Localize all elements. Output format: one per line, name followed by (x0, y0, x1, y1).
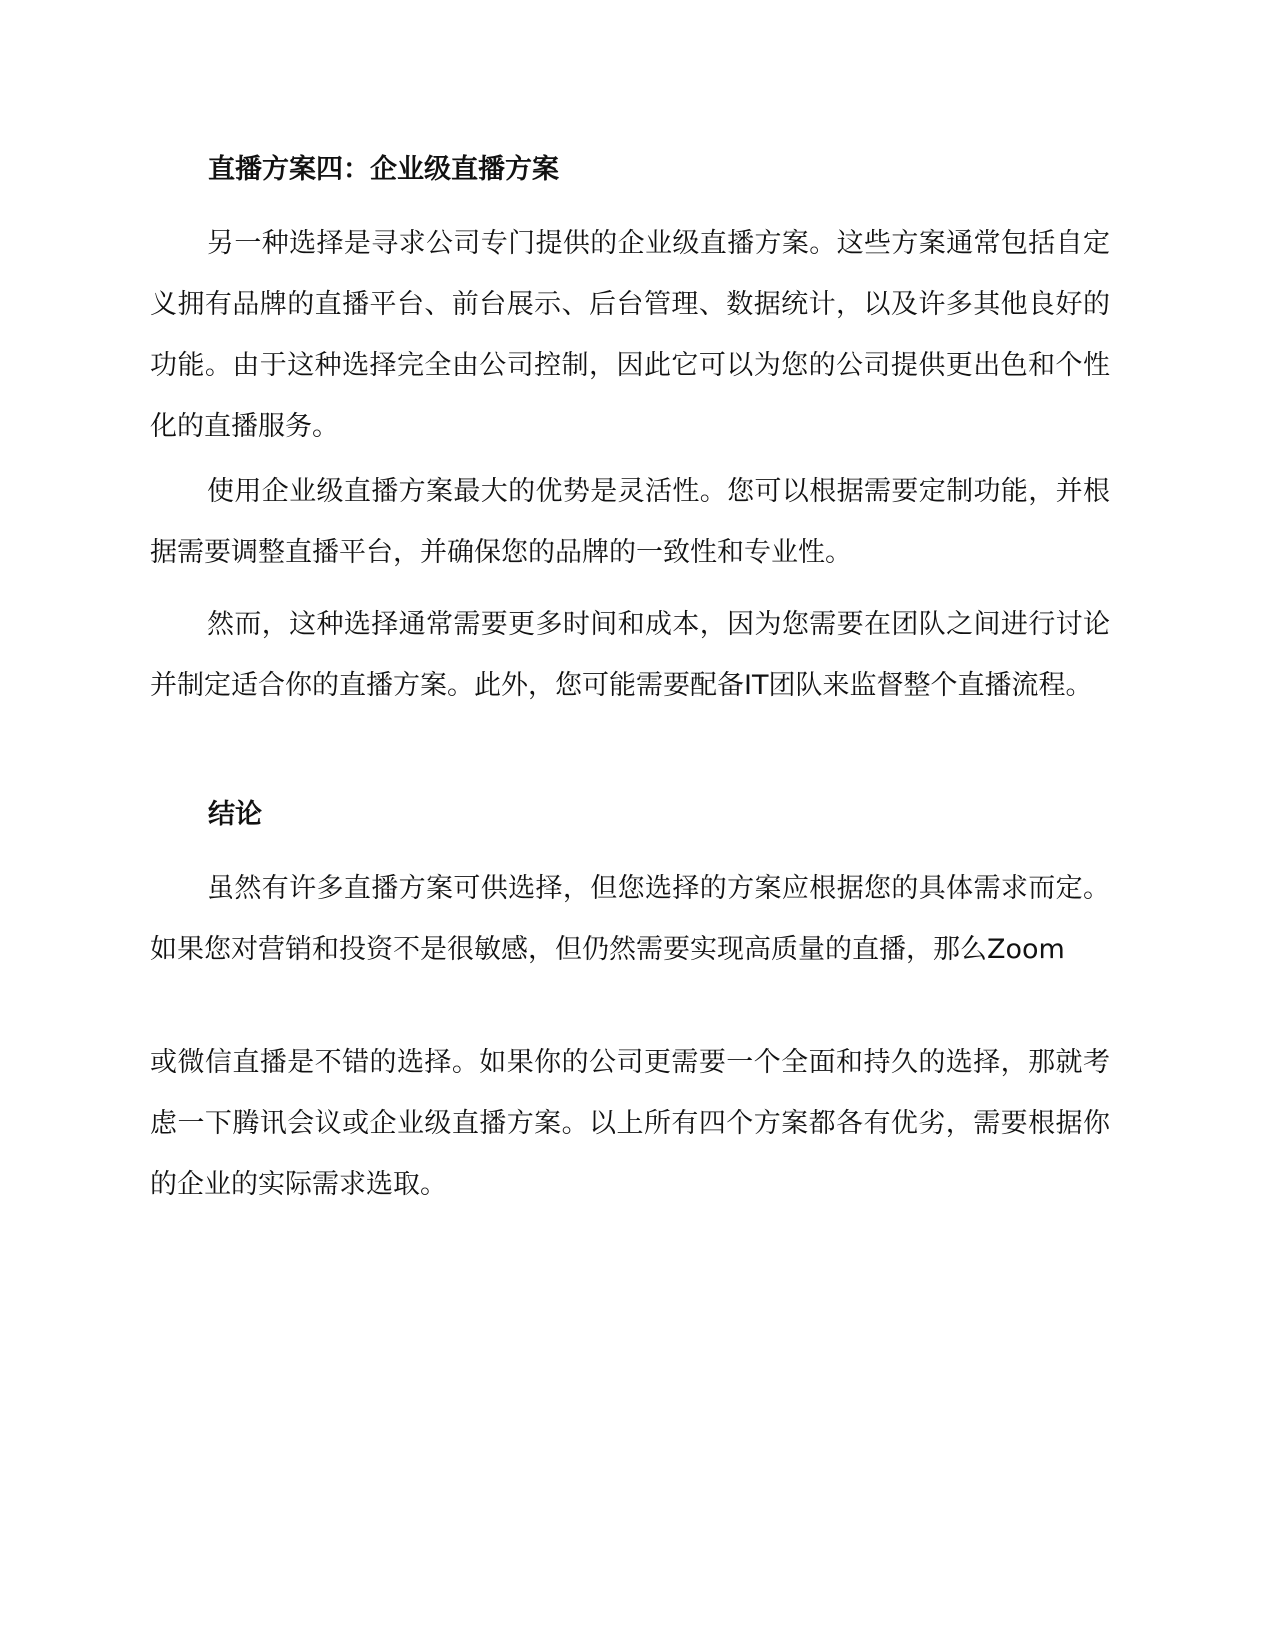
paragraph-enterprise-cost: 然而，这种选择通常需要更多时间和成本，因为您需要在团队之间进行讨论并制定适合你的直播方案。此外，您可能需要配备IT团队来监督整个直播流程。 (150, 609, 1110, 701)
conclusion-heading: 结论 (208, 799, 262, 830)
paragraph-conclusion-part2: 或微信直播是不错的选择。如果你的公司更需要一个全面和持久的选择，那就考虑一下腾讯会议或企业级直播方案。以上所有四个方案都各有优劣，需要根据你的企业的实际需求选取。 (150, 1047, 1110, 1200)
paragraph-enterprise-intro: 另一种选择是寻求公司专门提供的企业级直播方案。这些方案通常包括自定义拥有品牌的直播平台、前台展示、后台管理、数据统计，以及许多其他良好的功能。由于这种选择完全由公司控制，因此它可以为您的公司提供更出色和个性化的直播服务。 (150, 228, 1110, 442)
section-heading: 直播方案四：企业级直播方案 (208, 154, 559, 185)
paragraph-conclusion-part1: 虽然有许多直播方案可供选择，但您选择的方案应根据您的具体需求而定。如果您对营销和投资不是很敏感，但仍然需要实现高质量的直播，那么Zoom (150, 873, 1110, 965)
paragraph-enterprise-advantage: 使用企业级直播方案最大的优势是灵活性。您可以根据需要定制功能，并根据需要调整直播平台，并确保您的品牌的一致性和专业性。 (150, 476, 1110, 568)
